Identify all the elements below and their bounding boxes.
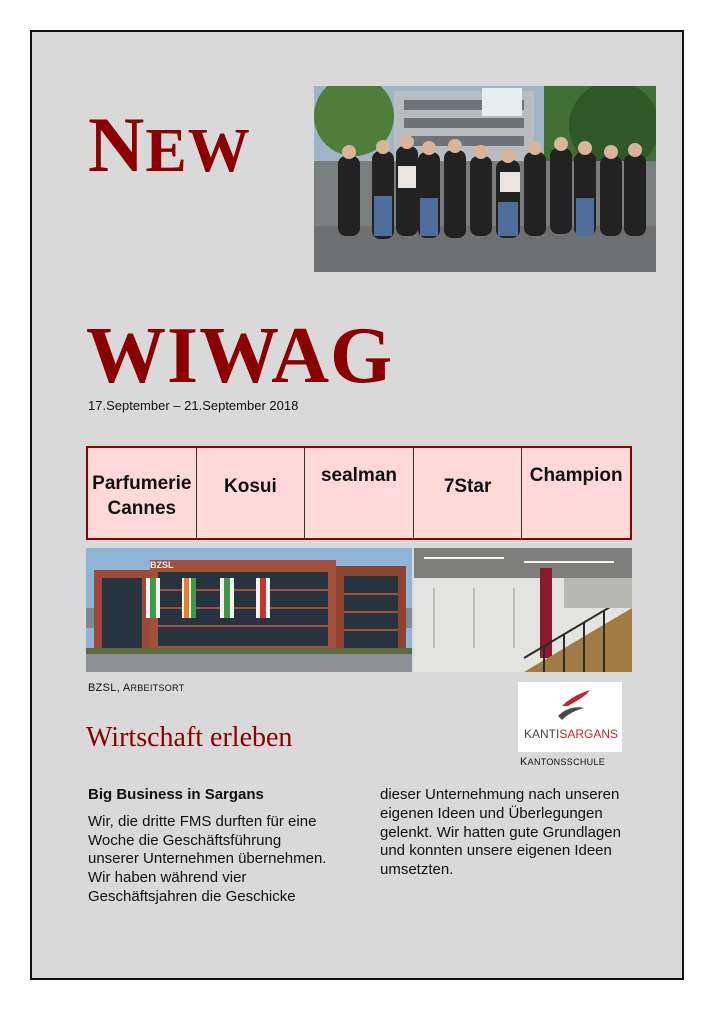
article-text-right: dieser Unternehmung nach unseren eigenen Ideen und Überlegungen gelenkt. Wir hatten gute Grundlagen und konnten unsere eigenen Ideen umsetzten. <box>380 786 621 878</box>
companies-table <box>86 446 632 540</box>
company-cell <box>197 448 306 538</box>
title-wiwag: WIWAG <box>86 312 394 400</box>
newsletter-page <box>30 30 684 980</box>
logo-sargans: SARGANS <box>559 727 619 741</box>
group-photo <box>314 86 656 272</box>
article-text-left: Wir, die dritte FMS durften für eine Woche die Geschäftsführung unserer Unternehmen übernehmen. Wir haben während vier Geschäftsjahren die Geschicke <box>88 812 327 905</box>
company-cell <box>522 448 630 538</box>
company-name: Parfumerie Cannes <box>92 473 192 519</box>
company-cell <box>305 448 414 538</box>
article-right-column <box>380 786 642 880</box>
photo-caption: BZSL, ARBEITSORT <box>88 682 185 694</box>
company-cell <box>88 448 197 538</box>
company-cell <box>414 448 523 538</box>
article-heading: Big Business in Sargans <box>88 786 264 803</box>
company-name: 7Star <box>443 475 492 497</box>
svg-text:KANTISARGANS <box>524 727 618 741</box>
event-date: 17.September – 21.September 2018 <box>88 398 299 413</box>
company-name: Champion <box>529 465 623 486</box>
article-left-column <box>88 786 336 907</box>
title-new: NEW <box>88 101 251 188</box>
company-name: sealman <box>320 465 397 486</box>
logo-caption: KANTONSSCHULE <box>520 756 606 768</box>
company-name: Kosui <box>224 475 277 497</box>
kantisargans-logo <box>518 682 622 752</box>
interior-stairs-photo <box>414 548 632 672</box>
logo-kanti: KANTI <box>524 727 560 741</box>
building-sign: BZSL <box>150 560 174 570</box>
bzsl-building-photo <box>86 548 412 672</box>
section-heading: Wirtschaft erleben <box>86 722 293 753</box>
